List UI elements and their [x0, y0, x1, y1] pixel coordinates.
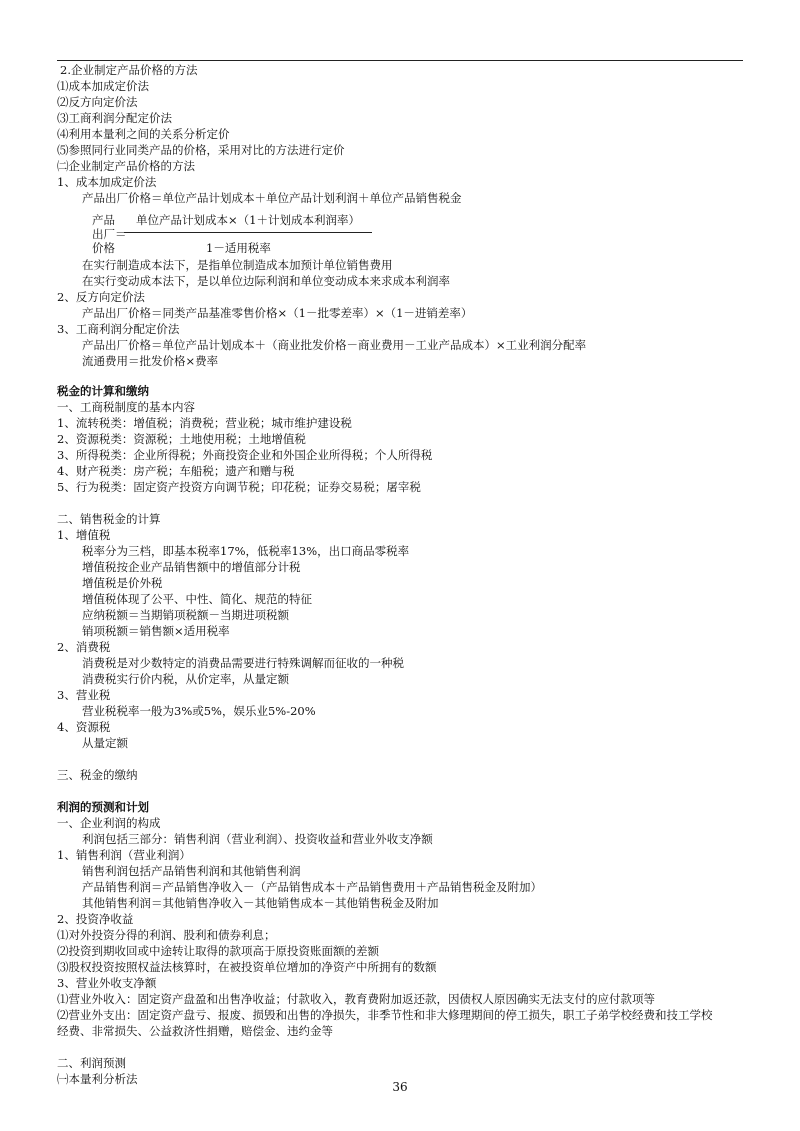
text-line: 2.企业制定产品价格的方法	[60, 63, 198, 77]
text-line: ⑶股权投资按照权益法核算时，在被投资单位增加的净资产中所拥有的数额	[57, 960, 437, 974]
fraction-bar	[124, 232, 372, 233]
text-line: 增值税按企业产品销售额中的增值部分计税	[82, 560, 301, 574]
text-line: 销售利润包括产品销售利润和其他销售利润	[82, 864, 301, 878]
text-line: 产品出厂价格＝单位产品计划成本＋单位产品计划利润＋单位产品销售税金	[82, 191, 462, 205]
text-line: 利润包括三部分：销售利润（营业利润）、投资收益和营业外收支净额	[82, 832, 433, 846]
text-line: 1、销售利润（营业利润）	[57, 848, 191, 862]
text-line: ⑶工商利润分配定价法	[57, 111, 172, 125]
text-line: ㈠本量利分析法	[57, 1072, 138, 1086]
text-line: 在实行变动成本法下，是以单位边际利润和单位变动成本来求成本利润率	[82, 274, 450, 288]
text-line: ⑷利用本量利之间的关系分析定价	[57, 127, 230, 141]
text-line: 2、资源税类：资源税；土地使用税；土地增值税	[57, 432, 306, 446]
text-line: 2、消费税	[57, 640, 111, 654]
text-line: 3、营业外收支净额	[57, 976, 157, 990]
page-number: 36	[392, 1080, 408, 1094]
text-line: 1、增值税	[57, 528, 111, 542]
text-line: 三、税金的缴纳	[57, 768, 138, 782]
text-line: 一、工商税制度的基本内容	[57, 400, 195, 414]
text-line: 3、营业税	[57, 688, 111, 702]
text-line: 应纳税额＝当期销项税额－当期进项税额	[82, 608, 289, 622]
text-line: 营业税税率一般为3%或5%，娱乐业5%-20%	[82, 704, 316, 718]
text-line: 产品出厂价格＝单位产品计划成本＋（商业批发价格－商业费用－工业产品成本）×工业利润分配率	[82, 338, 587, 352]
text-line: 销项税额＝销售额×适用税率	[82, 624, 230, 638]
formula-denominator: 1－适用税率	[206, 241, 271, 255]
text-line: 1、成本加成定价法	[57, 175, 157, 189]
text-line: 产品出厂价格＝同类产品基准零售价格×（1－批零差率）×（1－进销差率）	[82, 306, 473, 320]
text-line: ⑵营业外支出：固定资产盘亏、报废、损毁和出售的净损失，非季节性和非大修理期间的停工损失，职工子弟学校经费和技工学校	[57, 1008, 713, 1022]
text-line: ⑴对外投资分得的利润、股利和债券利息；	[57, 928, 276, 942]
text-line: ⑵投资到期收回或中途转让取得的款项高于原投资账面额的差额	[57, 944, 379, 958]
text-line: 2、反方向定价法	[57, 290, 145, 304]
text-line: 增值税是价外税	[82, 576, 163, 590]
text-line: 从量定额	[82, 736, 128, 750]
formula-text: 产品	[92, 213, 115, 227]
text-line: 二、销售税金的计算	[57, 512, 161, 526]
text-line: 5、行为税类：固定资产投资方向调节税；印花税；证券交易税；屠宰税	[57, 480, 421, 494]
text-line: 3、所得税类：企业所得税；外商投资企业和外国企业所得税；个人所得税	[57, 448, 433, 462]
text-line: 4、资源税	[57, 720, 111, 734]
section-heading: 利润的预测和计划	[57, 800, 149, 814]
text-line: ⑵反方向定价法	[57, 95, 138, 109]
formula-text: 价格	[92, 241, 115, 255]
text-line: 1、流转税类：增值税；消费税；营业税；城市维护建设税	[57, 416, 352, 430]
text-line: 消费税实行价内税，从价定率，从量定额	[82, 672, 289, 686]
text-line: 其他销售利润＝其他销售净收入－其他销售成本－其他销售税金及附加	[82, 896, 439, 910]
text-line: 4、财产税类：房产税；车船税；遗产和赠与税	[57, 464, 295, 478]
text-line: 二、利润预测	[57, 1056, 126, 1070]
formula-numerator: 单位产品计划成本×（1＋计划成本利润率）	[136, 213, 360, 227]
text-line: 一、企业利润的构成	[57, 816, 161, 830]
text-line: 税率分为三档，即基本税率17%，低税率13%，出口商品零税率	[82, 544, 410, 558]
text-line: ⑴成本加成定价法	[57, 79, 149, 93]
text-line: ㈡企业制定产品价格的方法	[57, 159, 195, 173]
section-heading: 税金的计算和缴纳	[57, 384, 149, 398]
text-line: 经费、非常损失、公益救济性捐赠，赔偿金、违约金等	[57, 1024, 333, 1038]
text-line: 消费税是对少数特定的消费品需要进行特殊调解而征收的一种税	[82, 656, 404, 670]
text-line: 2、投资净收益	[57, 912, 134, 926]
text-line: 产品销售利润＝产品销售净收入－（产品销售成本＋产品销售费用＋产品销售税金及附加）	[82, 880, 542, 894]
text-line: 流通费用＝批发价格×费率	[82, 354, 219, 368]
text-line: 3、工商利润分配定价法	[57, 322, 180, 336]
header-rule	[57, 60, 743, 61]
text-line: ⑸参照同行业同类产品的价格，采用对比的方法进行定价	[57, 143, 345, 157]
text-line: 增值税体现了公平、中性、简化、规范的特征	[82, 592, 312, 606]
text-line: 在实行制造成本法下，是指单位制造成本加预计单位销售费用	[82, 258, 393, 272]
text-line: ⑴营业外收入：固定资产盘盈和出售净收益；付款收入，教育费附加返还款，因债权人原因确实无法支付的应付款项等	[57, 992, 655, 1006]
formula-text: 出厂＝	[92, 227, 127, 241]
